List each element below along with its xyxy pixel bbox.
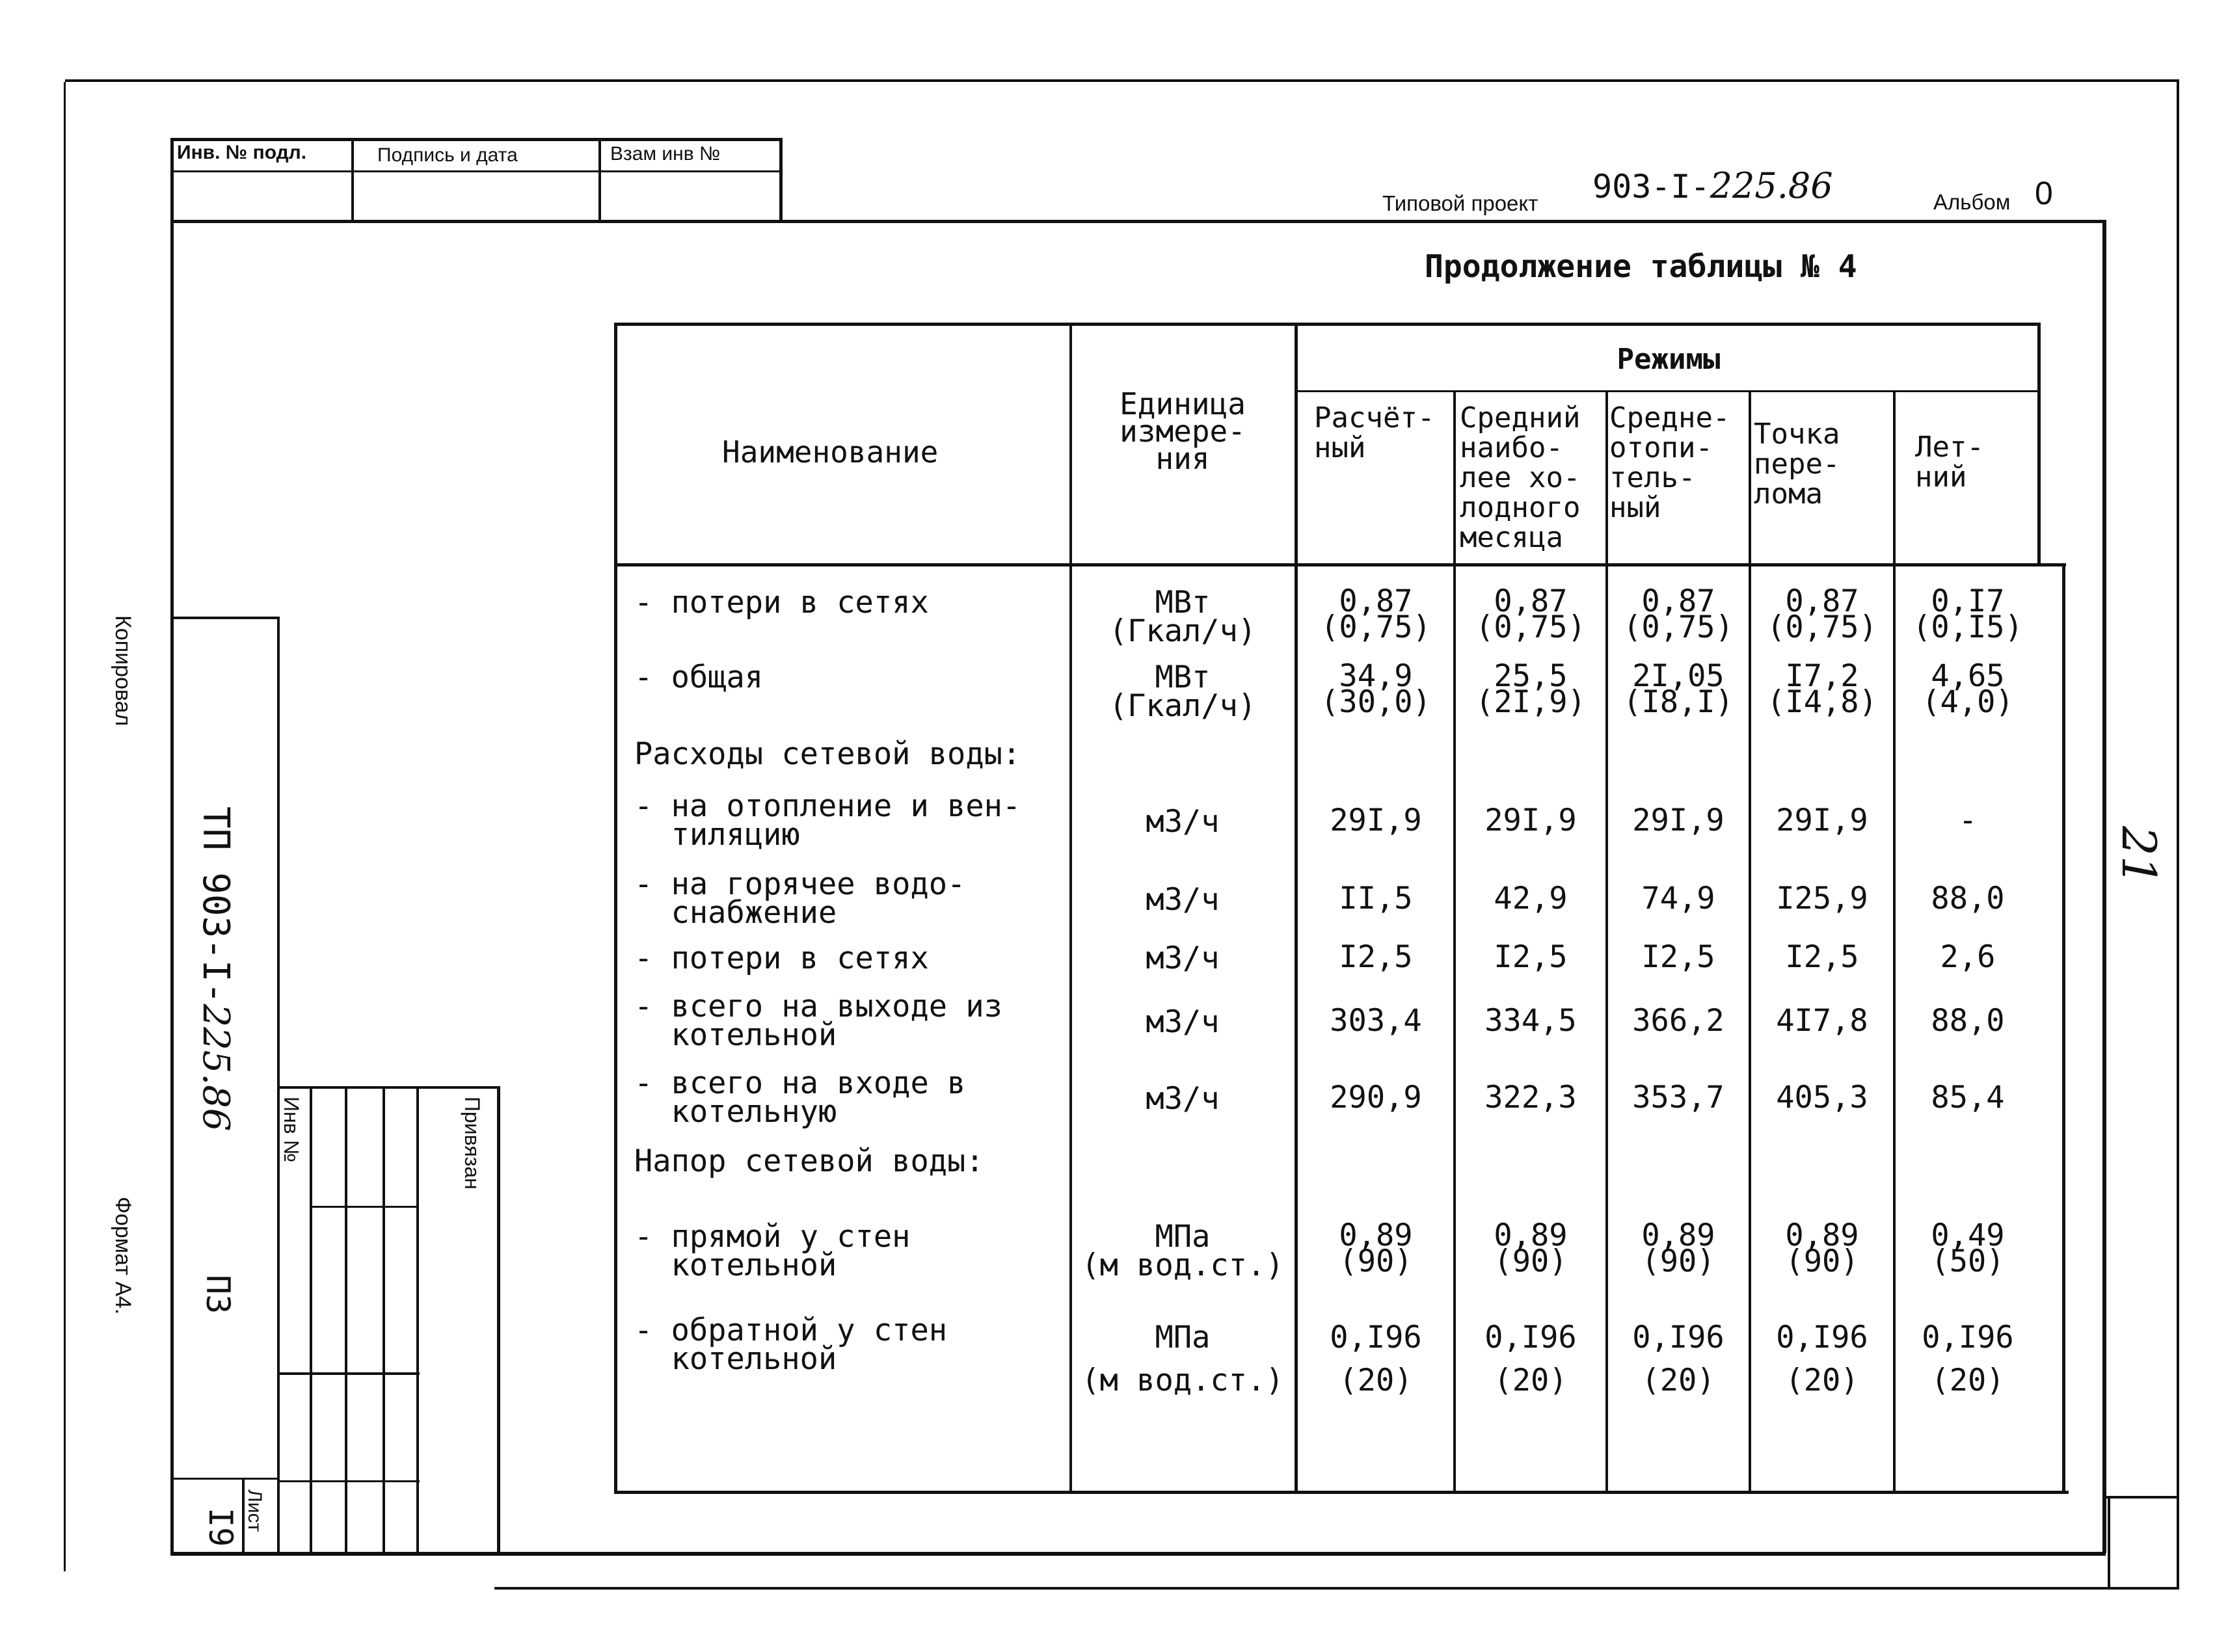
row-name: - общая	[634, 659, 764, 695]
row-value: 88,0	[1931, 1003, 2005, 1039]
kopiroval-label: Копировал	[111, 615, 135, 726]
page-number-handwritten: 21	[2112, 826, 2166, 886]
section-code: ПЗ	[199, 1275, 237, 1314]
row-value: 34,9 (30,0)	[1321, 658, 1431, 720]
row-value: 0,I96 (20)	[1632, 1320, 1725, 1398]
project-number-print: 903-I-	[1592, 168, 1710, 206]
row-value: 29I,9	[1632, 803, 1725, 838]
row-name: - на отопление и вен- тиляцию	[634, 788, 1021, 853]
row-name: - потери в сетях	[634, 940, 929, 976]
row-name: - прямой у стен котельной	[634, 1219, 911, 1283]
project-number-handwritten: 225.86	[1710, 165, 1833, 206]
privyazan-label: Привязан	[461, 1097, 484, 1190]
frame-left-outer	[64, 82, 66, 1571]
row-name: Расходы сетевой воды:	[634, 736, 1021, 772]
project-number	[1592, 165, 1833, 206]
row-value: 2I,05 (I8,I)	[1623, 658, 1734, 720]
row-name: - обратной у стен котельной	[634, 1312, 948, 1377]
row-value: I2,5	[1494, 939, 1568, 975]
mode-header-average: Средне- отопи- тель- ный	[1609, 401, 1730, 524]
row-value: 42,9	[1494, 881, 1568, 916]
sheet-number: I9	[202, 1508, 239, 1547]
row-value: 0,I96 (20)	[1330, 1320, 1422, 1398]
stamp-header-vzam-inv: Взам инв №	[610, 143, 721, 165]
frame-inner-top	[170, 220, 2106, 223]
row-value: 0,87 (0,75)	[1623, 583, 1734, 645]
row-value: 0,I96 (20)	[1484, 1320, 1577, 1398]
row-name: - всего на выходе из котельной	[634, 989, 1002, 1053]
row-value: 0,89 (90)	[1641, 1218, 1715, 1279]
row-value: 25,5 (2I,9)	[1475, 658, 1586, 720]
row-value: 29I,9	[1484, 803, 1577, 838]
row-value: 0,49 (50)	[1931, 1218, 2005, 1279]
stamp-header-signature-date: Подпись и дата	[377, 144, 518, 166]
row-value: 0,87 (0,75)	[1321, 583, 1431, 645]
row-name: Напор сетевой воды:	[634, 1143, 984, 1179]
row-value: 0,I96 (20)	[1922, 1320, 2014, 1398]
frame-top-outer	[65, 79, 2179, 82]
row-value: I2,5	[1785, 939, 1859, 975]
column-header-modes: Режимы	[1617, 343, 1721, 376]
row-value: 4,65 (4,0)	[1922, 658, 2014, 720]
mode-header-design: Расчёт- ный	[1314, 401, 1435, 464]
row-value: 0,87 (0,75)	[1475, 583, 1586, 645]
row-value: -	[1958, 803, 1978, 838]
frame-bottom-outer	[494, 1587, 2179, 1590]
frame-inner-left	[170, 138, 174, 1556]
row-value: 303,4	[1330, 1003, 1422, 1039]
mode-header-coldest-month: Средний наибо- лее хо- лодного месяца	[1460, 401, 1581, 554]
mode-header-summer: Лет- ний	[1915, 431, 1984, 494]
row-value: 0,87 (0,75)	[1767, 583, 1877, 645]
row-unit: м3/ч	[1146, 940, 1220, 976]
frame-right-outer	[2177, 79, 2179, 1588]
row-unit: м3/ч	[1146, 1004, 1220, 1040]
row-value: 353,7	[1632, 1080, 1725, 1115]
row-value: I7,2 (I4,8)	[1767, 658, 1877, 720]
row-value: II,5	[1339, 881, 1413, 916]
row-unit: МПа (м вод.ст.)	[1081, 1320, 1284, 1398]
doc-code	[195, 806, 237, 1131]
stamp-header-inv-podl: Инв. № подл.	[177, 142, 307, 163]
row-name: - всего на входе в котельную	[634, 1065, 966, 1130]
column-header-unit: Единица измере- ния	[1120, 386, 1246, 476]
row-unit: МВт (Гкал/ч)	[1108, 585, 1257, 649]
corner-box-left	[2108, 1496, 2110, 1587]
row-value: I25,9	[1776, 881, 1868, 916]
album-number: 0	[2035, 175, 2053, 211]
row-value: 0,I7 (0,I5)	[1913, 583, 2023, 645]
row-value: 29I,9	[1330, 803, 1422, 838]
row-unit: м3/ч	[1146, 804, 1220, 840]
row-name: - потери в сетях	[634, 585, 929, 620]
doc-code-handwritten: 225.86	[195, 1004, 237, 1132]
sheet-label: Лист	[244, 1489, 265, 1532]
format-label: Формат А4.	[111, 1197, 135, 1315]
row-value: 4I7,8	[1776, 1003, 1868, 1039]
column-header-name: Наименование	[722, 434, 939, 470]
row-unit: МВт (Гкал/ч)	[1108, 659, 1257, 724]
row-value: 0,89 (90)	[1494, 1218, 1568, 1279]
row-value: 2,6	[1940, 939, 1996, 975]
row-value: 29I,9	[1776, 803, 1868, 838]
row-value: 74,9	[1641, 881, 1715, 916]
row-value: 0,89 (90)	[1339, 1218, 1413, 1279]
row-value: 334,5	[1484, 1003, 1577, 1039]
row-value: 405,3	[1776, 1080, 1868, 1115]
row-unit: м3/ч	[1146, 882, 1220, 918]
row-value: 85,4	[1931, 1080, 2005, 1115]
row-value: 322,3	[1484, 1080, 1577, 1115]
row-unit: МПа (м вод.ст.)	[1081, 1219, 1284, 1283]
row-value: I2,5	[1641, 939, 1715, 975]
album-label: Альбом	[1933, 190, 2011, 214]
row-value: 0,89 (90)	[1785, 1218, 1859, 1279]
row-value: 0,I96 (20)	[1776, 1320, 1868, 1398]
table-title: Продолжение таблицы № 4	[1425, 248, 1857, 285]
row-value: 88,0	[1931, 881, 2005, 916]
row-value: 290,9	[1330, 1080, 1422, 1115]
mode-header-break-point: Точка пере- лома	[1754, 418, 1840, 511]
row-value: I2,5	[1339, 939, 1413, 975]
project-label: Типовой проект	[1382, 191, 1538, 215]
row-value: 366,2	[1632, 1003, 1725, 1039]
inv-no-label: Инв №	[280, 1097, 303, 1162]
row-name: - на горячее водо- снабжение	[634, 866, 966, 931]
doc-code-print: ТП 903-I-	[195, 806, 237, 1004]
corner-box-top	[2106, 1496, 2179, 1499]
frame-inner-right	[2102, 220, 2106, 1553]
row-unit: м3/ч	[1146, 1081, 1220, 1117]
frame-inner-bottom	[170, 1552, 2106, 1556]
